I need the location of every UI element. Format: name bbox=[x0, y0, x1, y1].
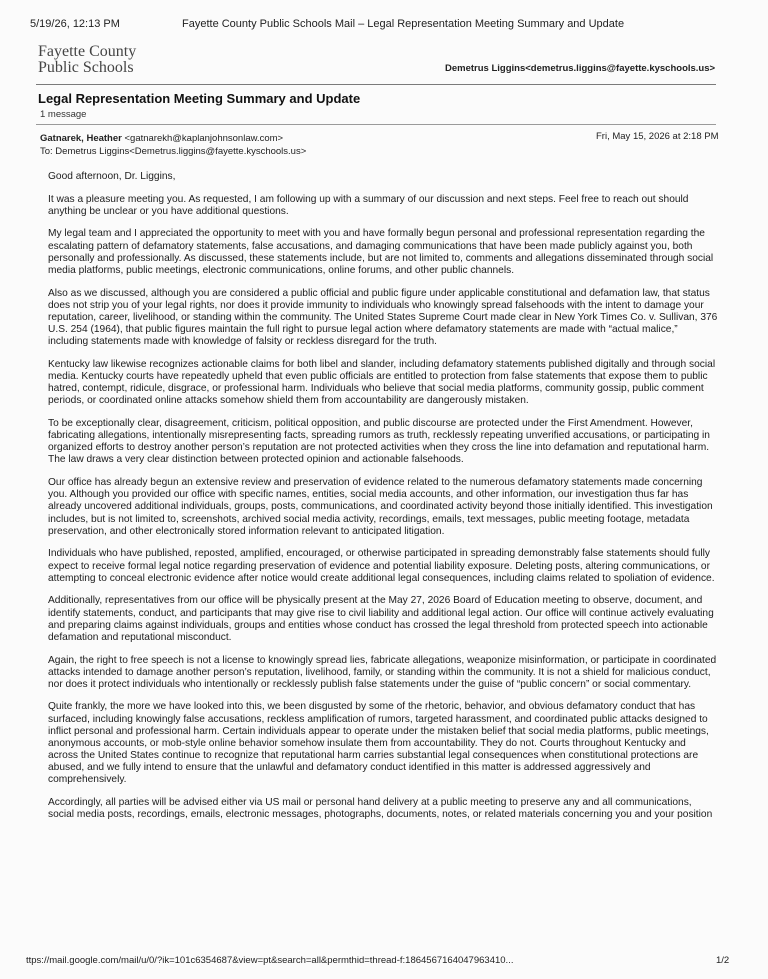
body-paragraph: Quite frankly, the more we have looked into this, we been disgusted by some of the rhetoric, behavior, and obvious defamatory conduct that has surfaced, including knowingly false accusations, reckless amplification of rumors, targeted harassment, and coordinated public attacks designed to inflict personal and professional harm. Certain individuals appear to operate under the mistaken belief that social media platforms, public meetings, anonymous accounts, or mob-style online behavior somehow insulate them from accountability. They do not. Courts throughout Kentucky and across the United States continue to recognize that reputational harm carries substantial legal consequences when constitutional protections are abused, and we fully intend to ensure that the unlawful and defamatory conduct identified in this matter is addressed aggressively and comprehensively. bbox=[48, 701, 709, 786]
thread-subject: Legal Representation Meeting Summary and Update bbox=[38, 91, 361, 106]
header-divider bbox=[36, 84, 716, 85]
body-paragraph: To be exceptionally clear, disagreement, criticism, political opposition, and public discourse are protected under the First Amendment. However, fabricating allegations, intentionally misrepresenting facts, spreading rumors as truth, recklessly repeating unverified accusations, or participating in organized efforts to destroy another person’s reputation are not protected activities when they cross the line into defamation and reputational harm. The law draws a very clear distinction between protected opinion and actionable falsehoods. bbox=[48, 418, 710, 466]
sender-email: <gatnarekh@kaplanjohnsonlaw.com> bbox=[124, 133, 284, 144]
fcps-logo bbox=[38, 44, 178, 76]
sent-date: Fri, May 15, 2026 at 2:18 PM bbox=[596, 131, 719, 142]
sender-line bbox=[40, 133, 283, 144]
message-divider bbox=[36, 124, 716, 125]
body-paragraph: Accordingly, all parties will be advised either via US mail or personal hand delivery at a public meeting to preserve any and all communications, social media posts, recordings, emails, electronic messages, photographs, documents, notes, or related materials concerning you and your position bbox=[48, 797, 713, 821]
body-paragraph: Good afternoon, Dr. Liggins, bbox=[48, 171, 176, 182]
body-paragraph: Kentucky law likewise recognizes actionable claims for both libel and slander, including defamatory statements published digitally and through social media. Kentucky courts have repeatedly upheld that even public officials are entitled to protection from false statements that expose them to public hatred, contempt, ridicule, disgrace, or professional harm. Individuals who believe that social media platforms, community gossip, public comment periods, or coordinated online attacks somehow shield them from accountability are dangerously mistaken. bbox=[48, 358, 716, 407]
sender-name: Gatnarek, Heather bbox=[40, 133, 122, 144]
print-url: ttps://mail.google.com/mail/u/0/?ik=101c6354687&view=pt&search=all&permthid=thread-f:1864567164047963410... bbox=[26, 955, 514, 966]
print-datetime: 5/19/26, 12:13 PM bbox=[30, 18, 120, 30]
page-number: 1/2 bbox=[716, 955, 730, 966]
logo-line-1: Fayette County bbox=[38, 43, 137, 60]
body-paragraph: It was a pleasure meeting you. As requested, I am following up with a summary of our discussion and next steps. Feel free to reach out should anything be unclear or you have additional questions. bbox=[48, 193, 689, 217]
body-paragraph: Again, the right to free speech is not a license to knowingly spread lies, fabricate allegations, weaponize misinformation, or participate in coordinated attacks intended to damage another person’s reputation, livelihood, family, or standing within the community. It is not a shield for malicious conduct, nor does it protect individuals who intentionally or recklessly publish false statements under the guise of “public concern” or social commentary. bbox=[48, 654, 717, 690]
body-paragraph: Individuals who have published, reposted, amplified, encouraged, or otherwise participated in spreading demonstrably false statements should fully expect to receive formal legal notice regarding preservation of evidence and potential liability exposure. Deleting posts, altering communications, or attempting to conceal electronic evidence after notice would create additional legal consequences, including claims related to spoliation of evidence. bbox=[48, 548, 715, 584]
print-page-title: Fayette County Public Schools Mail – Legal Representation Meeting Summary and Update bbox=[182, 18, 625, 30]
body-paragraph: My legal team and I appreciated the opportunity to meet with you and have formally begun personal and professional representation regarding the escalating pattern of defamatory statements, false accusations, and damaging communications that have been made publicly against you, both personally and professionally. As discussed, these statements include, but are not limited to, comments and allegations disseminated through social media platforms, public meetings, electronic communications, online forums, and other public channels. bbox=[48, 228, 714, 276]
message-body bbox=[48, 171, 718, 832]
logo-line-2: Public Schools bbox=[38, 59, 134, 76]
body-paragraph: Our office has already begun an extensive review and preservation of evidence related to the numerous defamatory statements made concerning you. Although you provided our office with specific names, entities, social media accounts, and other information, our investigation thus far has already uncovered additional individuals, groups, posts, communications, and coordinated activity beyond those initially identified. This investigation includes, but is not limited to, screenshots, archived social media activity, recordings, emails, text messages, public meeting footage, metadata preservation, and other electronically stored information relevant to anticipated litigation. bbox=[48, 477, 713, 537]
body-paragraph: Additionally, representatives from our office will be physically present at the May 27, 2026 Board of Education meeting to observe, document, and identify statements, conduct, and participants that may give rise to civil liability and additional legal action. Our office will continue actively evaluating and preparing claims against individuals, groups and entities whose conduct has crossed the legal threshold from protected speech into actionable defamation and reputational misconduct. bbox=[48, 595, 714, 643]
message-count: 1 message bbox=[40, 109, 87, 120]
recipient-line: To: Demetrus Liggins<Demetrus.liggins@fayette.kyschools.us> bbox=[40, 146, 307, 157]
body-paragraph: Also as we discussed, although you are considered a public official and public figure under applicable constitutional and defamation law, that status does not strip you of your legal rights, nor does it provide immunity to individuals who knowingly spread falsehoods with the intent to damage your reputation, career, livelihood, or standing within the community. The United States Supreme Court made clear in New York Times Co. v. Sullivan, 376 U.S. 254 (1964), that public figures maintain the full right to pursue legal action where defamatory statements are made with “actual malice,” including statements made with knowledge of falsity or reckless disregard for the truth. bbox=[48, 287, 718, 348]
account-email: Demetrus Liggins<demetrus.liggins@fayette.kyschools.us> bbox=[445, 63, 716, 74]
